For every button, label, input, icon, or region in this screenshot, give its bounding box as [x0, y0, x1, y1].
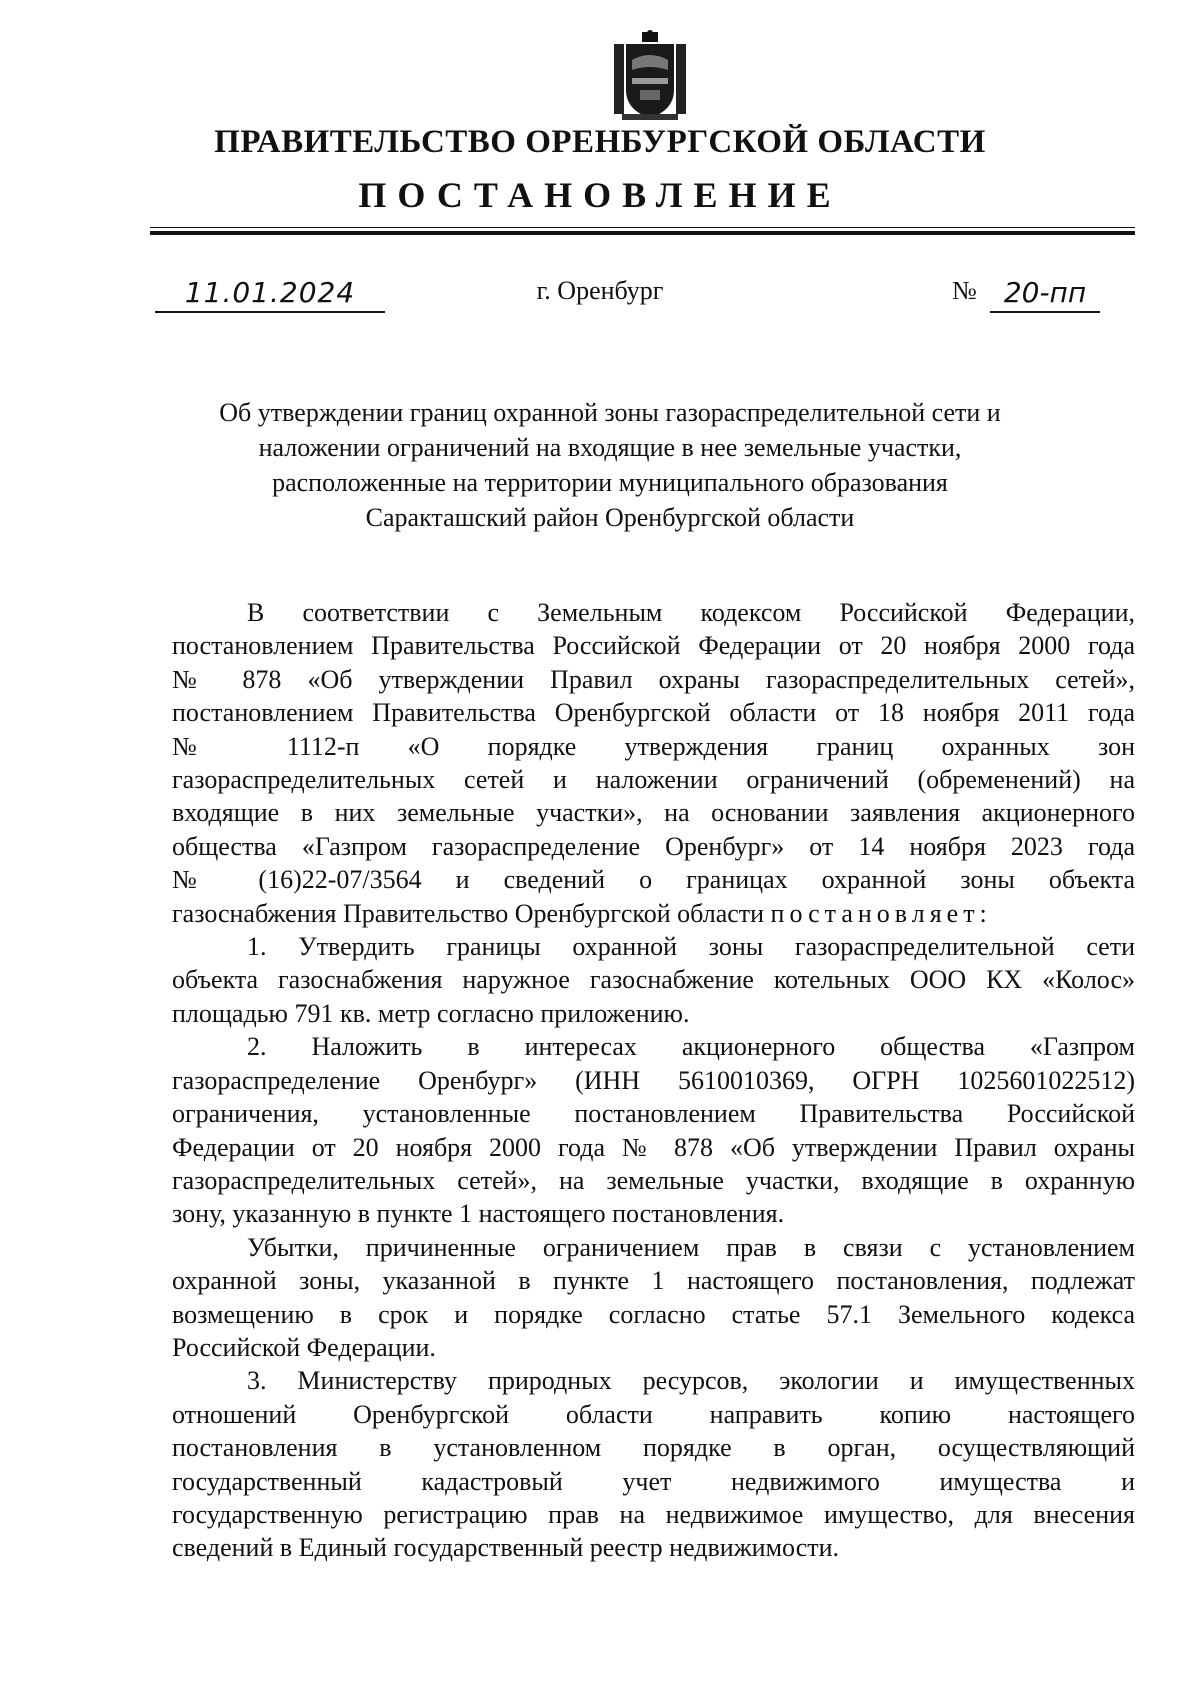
document-title: [160, 395, 1060, 535]
document-body: [172, 596, 1135, 1565]
body-line: охранной зоны, указанной в пункте 1 настоящего постановления, подлежат: [172, 1266, 1135, 1296]
title-line: наложении ограничений на входящие в нее земельные участки,: [258, 433, 962, 462]
header-divider-thick: [150, 231, 1135, 235]
coat-of-arms-icon: [612, 30, 688, 122]
title-line: расположенные на территории муниципального образования: [272, 468, 948, 497]
body-line: площадью 791 кв. метр согласно приложению.: [172, 998, 690, 1028]
body-line: 3. Министерству природных ресурсов, экологии и имущественных: [247, 1366, 1135, 1396]
body-line: государственную регистрацию прав на недвижимое имущество, для внесения: [172, 1499, 1135, 1529]
body-line: Федерации от 20 ноября 2000 года № 878 «Об утверждении Правил охраны: [172, 1132, 1135, 1162]
title-line: Саракташский район Оренбургской области: [365, 503, 855, 532]
body-line: № (16)22-07/3564 и сведений о границах охранной зоны объекта: [172, 865, 1135, 895]
body-line: объекта газоснабжения наружное газоснабжение котельных ООО КХ «Колос»: [172, 965, 1135, 995]
body-line: Российской Федерации.: [172, 1332, 436, 1362]
body-line: отношений Оренбургской области направить копию настоящего: [172, 1399, 1135, 1429]
body-line: газораспределительных сетей и наложении ограничений (обременений) на: [172, 765, 1135, 795]
body-line: 2. Наложить в интересах акционерного общества «Газпром: [247, 1032, 1135, 1062]
body-line: Убытки, причиненные ограничением прав в связи с установлением: [247, 1232, 1135, 1262]
header-divider-thin: [150, 227, 1135, 228]
document-date: 11.01.2024: [155, 276, 385, 313]
organization-title: ПРАВИТЕЛЬСТВО ОРЕНБУРГСКОЙ ОБЛАСТИ: [214, 124, 986, 160]
body-line: постановлением Правительства Оренбургской области от 18 ноября 2011 года: [172, 698, 1135, 728]
body-line: государственный кадастровый учет недвижимого имущества и: [172, 1466, 1135, 1496]
body-line: В соответствии с Земельным кодексом Российской Федерации,: [247, 598, 1135, 627]
body-line: газораспределение Оренбург» (ИНН 5610010369, ОГРН 1025601022512): [172, 1065, 1135, 1095]
body-line: возмещению в срок и порядке согласно статье 57.1 Земельного кодекса: [172, 1299, 1135, 1329]
document-type: ПОСТАНОВЛЕНИЕ: [358, 175, 842, 215]
body-line: постановлением Правительства Российской Федерации от 20 ноября 2000 года: [172, 631, 1135, 661]
body-line: ограничения, установленные постановлением Правительства Российской: [172, 1099, 1135, 1129]
body-line: зону, указанную в пункте 1 настоящего постановления.: [172, 1199, 785, 1229]
body-line: входящие в них земельные участки», на основании заявления акционерного: [172, 798, 1135, 828]
document-city: г. Оренбург: [536, 276, 664, 305]
body-line: постановления в установленном порядке в орган, осуществляющий: [172, 1433, 1135, 1463]
number-label: №: [952, 276, 977, 305]
resolution-word: постановляет:: [770, 898, 992, 928]
title-line: Об утверждении границ охранной зоны газораспределительной сети и: [219, 398, 1001, 427]
body-line-resolution: [172, 897, 1135, 930]
body-line: № 1112-п «О порядке утверждения границ охранных зон: [172, 731, 1135, 761]
body-line: № 878 «Об утверждении Правил охраны газораспределительных сетей»,: [172, 664, 1135, 694]
body-line: сведений в Единый государственный реестр недвижимости.: [172, 1533, 840, 1563]
resolution-prefix: газоснабжения Правительство Оренбургской области: [172, 898, 771, 928]
body-line: 1. Утвердить границы охранной зоны газораспределительной сети: [247, 932, 1135, 962]
body-line: общества «Газпром газораспределение Оренбург» от 14 ноября 2023 года: [172, 831, 1135, 861]
body-line: газораспределительных сетей», на земельные участки, входящие в охранную: [172, 1165, 1135, 1195]
document-number: 20-пп: [990, 276, 1100, 313]
